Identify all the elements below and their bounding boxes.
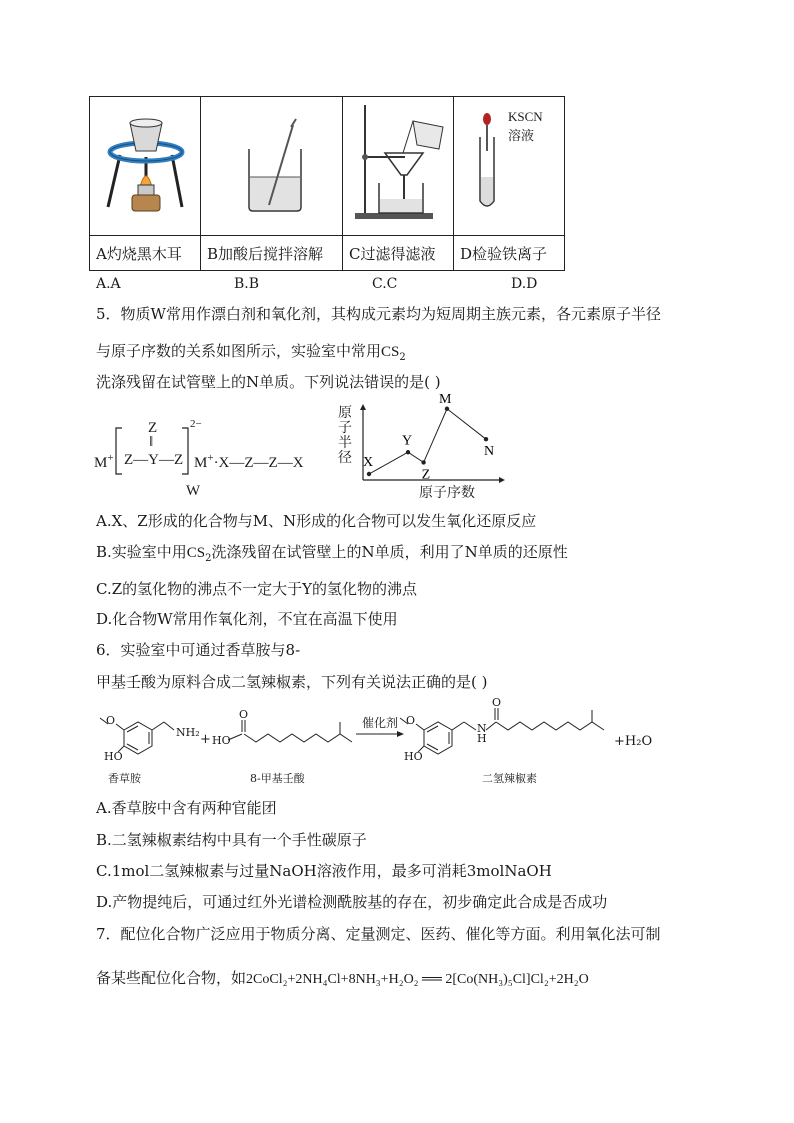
- graph-point-label-y: Y: [402, 433, 413, 449]
- reactant2-ho-label: HO: [212, 734, 231, 747]
- plus-sign: +: [200, 732, 211, 747]
- q5-option-b: B.实验室中用$CS_2$洗涤残留在试管壁上的N单质，利用了N单质的还原性: [96, 543, 568, 564]
- graph-y-label: 原 子 半 径: [338, 405, 352, 466]
- graph-point-label-z: Z: [421, 467, 431, 483]
- catalyst-label: 催化剂: [362, 716, 399, 730]
- apparatus-c-image: [343, 97, 454, 236]
- q7-stem-line1: 7．配位化合物广泛应用于物质分离、定量测定、医药、催化等方面。利用氧化法可制: [96, 925, 661, 943]
- q6-stem-line1: 6．实验室中可通过香草胺与8-: [96, 641, 301, 659]
- apparatus-d-image: [454, 97, 565, 236]
- q5-stem-line2: 与原子序数的关系如图所示，实验室中常用$CS_2$: [96, 342, 406, 363]
- graph-point-m: [445, 407, 449, 411]
- q6-option-a: A.香草胺中含有两种官能团: [96, 799, 277, 817]
- apparatus-table: [89, 96, 565, 271]
- reagent-label-kscn: KSCN: [508, 109, 543, 124]
- graph-point-y: [406, 450, 410, 454]
- graph-point-n: [484, 437, 488, 441]
- q4-option-d: D.D: [511, 276, 538, 292]
- q4-option-b: B.B: [234, 276, 260, 292]
- reactant1-nh2-label: NH₂: [176, 726, 200, 739]
- q5-stem-line3: 洗涤残留在试管壁上的N单质。下列说法错误的是( ): [96, 373, 441, 391]
- product-o-label: O: [406, 714, 416, 727]
- q7-equation: 2CoCl₂+2NH₄Cl+8NH₃+H₂O₂ ══ 2[Co(NH₃)₅Cl]Cl₂+2H₂O: [246, 972, 589, 987]
- apparatus-a-image: [90, 97, 201, 236]
- graph-series-line: [369, 409, 486, 474]
- reactant1-ho-label: HO: [104, 750, 123, 763]
- reactant1-o-label: O: [106, 714, 116, 727]
- q6-option-b: B.二氢辣椒素结构中具有一个手性碳原子: [96, 831, 367, 849]
- graph-point-label-n: N: [484, 444, 495, 460]
- graph-x-label: 原子序数: [419, 485, 475, 501]
- reactant1-name: 香草胺: [108, 772, 141, 785]
- q6-option-c: C.1mol二氢辣椒素与过量NaOH溶液作用，最多可消耗3molNaOH: [96, 862, 552, 880]
- product-nh-label: N H: [477, 722, 487, 745]
- q4-option-a: A.A: [96, 276, 121, 292]
- graph-point-label-m: M: [439, 391, 452, 407]
- q7-stem-line2: 备某些配位化合物，如2CoCl₂+2NH₄Cl+8NH₃+H₂O₂ ══ 2[Co(NH₃)₅Cl]Cl₂+2H₂O: [96, 969, 589, 987]
- product-o-top-label: O: [492, 696, 502, 709]
- q5-stem-line1: 5．物质W常用作漂白剂和氧化剂，其构成元素均为短周期主族元素，各元素原子半径: [96, 305, 661, 323]
- radius-graph: [335, 391, 505, 501]
- apparatus-label-b: B加酸后搅拌溶解: [201, 236, 343, 271]
- graph-plot: [355, 391, 505, 484]
- reaction-scheme: [94, 696, 674, 786]
- reactant2-name: 8-甲基壬酸: [250, 772, 305, 785]
- apparatus-label-a: A灼烧黑木耳: [90, 236, 201, 271]
- compound-w-structure: M+ Z ‖ Z—Y—Z 2− M+·X—Z—Z—X W: [94, 418, 304, 499]
- q5-option-c: C.Z的氢化物的沸点不一定大于Y的氢化物的沸点: [96, 580, 418, 598]
- apparatus-label-d: D检验铁离子: [454, 236, 565, 271]
- product-ho-label: HO: [404, 750, 423, 763]
- q6-option-d: D.产物提纯后，可通过红外光谱检测酰胺基的存在，初步确定此合成是否成功: [96, 893, 608, 911]
- graph-point-x: [367, 472, 371, 476]
- q5-option-d: D.化合物W常用作氧化剂，不宜在高温下使用: [96, 610, 398, 628]
- apparatus-b-image: [201, 97, 343, 236]
- q5-option-a: A.X、Z形成的化合物与M、N形成的化合物可以发生氧化还原反应: [96, 512, 537, 530]
- q4-option-c: C.C: [372, 276, 398, 292]
- graph-point-z: [421, 460, 425, 464]
- product-name: 二氢辣椒素: [482, 772, 537, 785]
- reagent-label-solution: 溶液: [508, 129, 535, 144]
- reactant2-o-label: O: [239, 708, 249, 721]
- water-label: +H₂O: [614, 734, 653, 749]
- graph-point-label-x: X: [363, 455, 374, 470]
- apparatus-label-c: C过滤得滤液: [343, 236, 454, 271]
- q6-stem-line2: 甲基壬酸为原料合成二氢辣椒素，下列有关说法正确的是( ): [96, 673, 488, 691]
